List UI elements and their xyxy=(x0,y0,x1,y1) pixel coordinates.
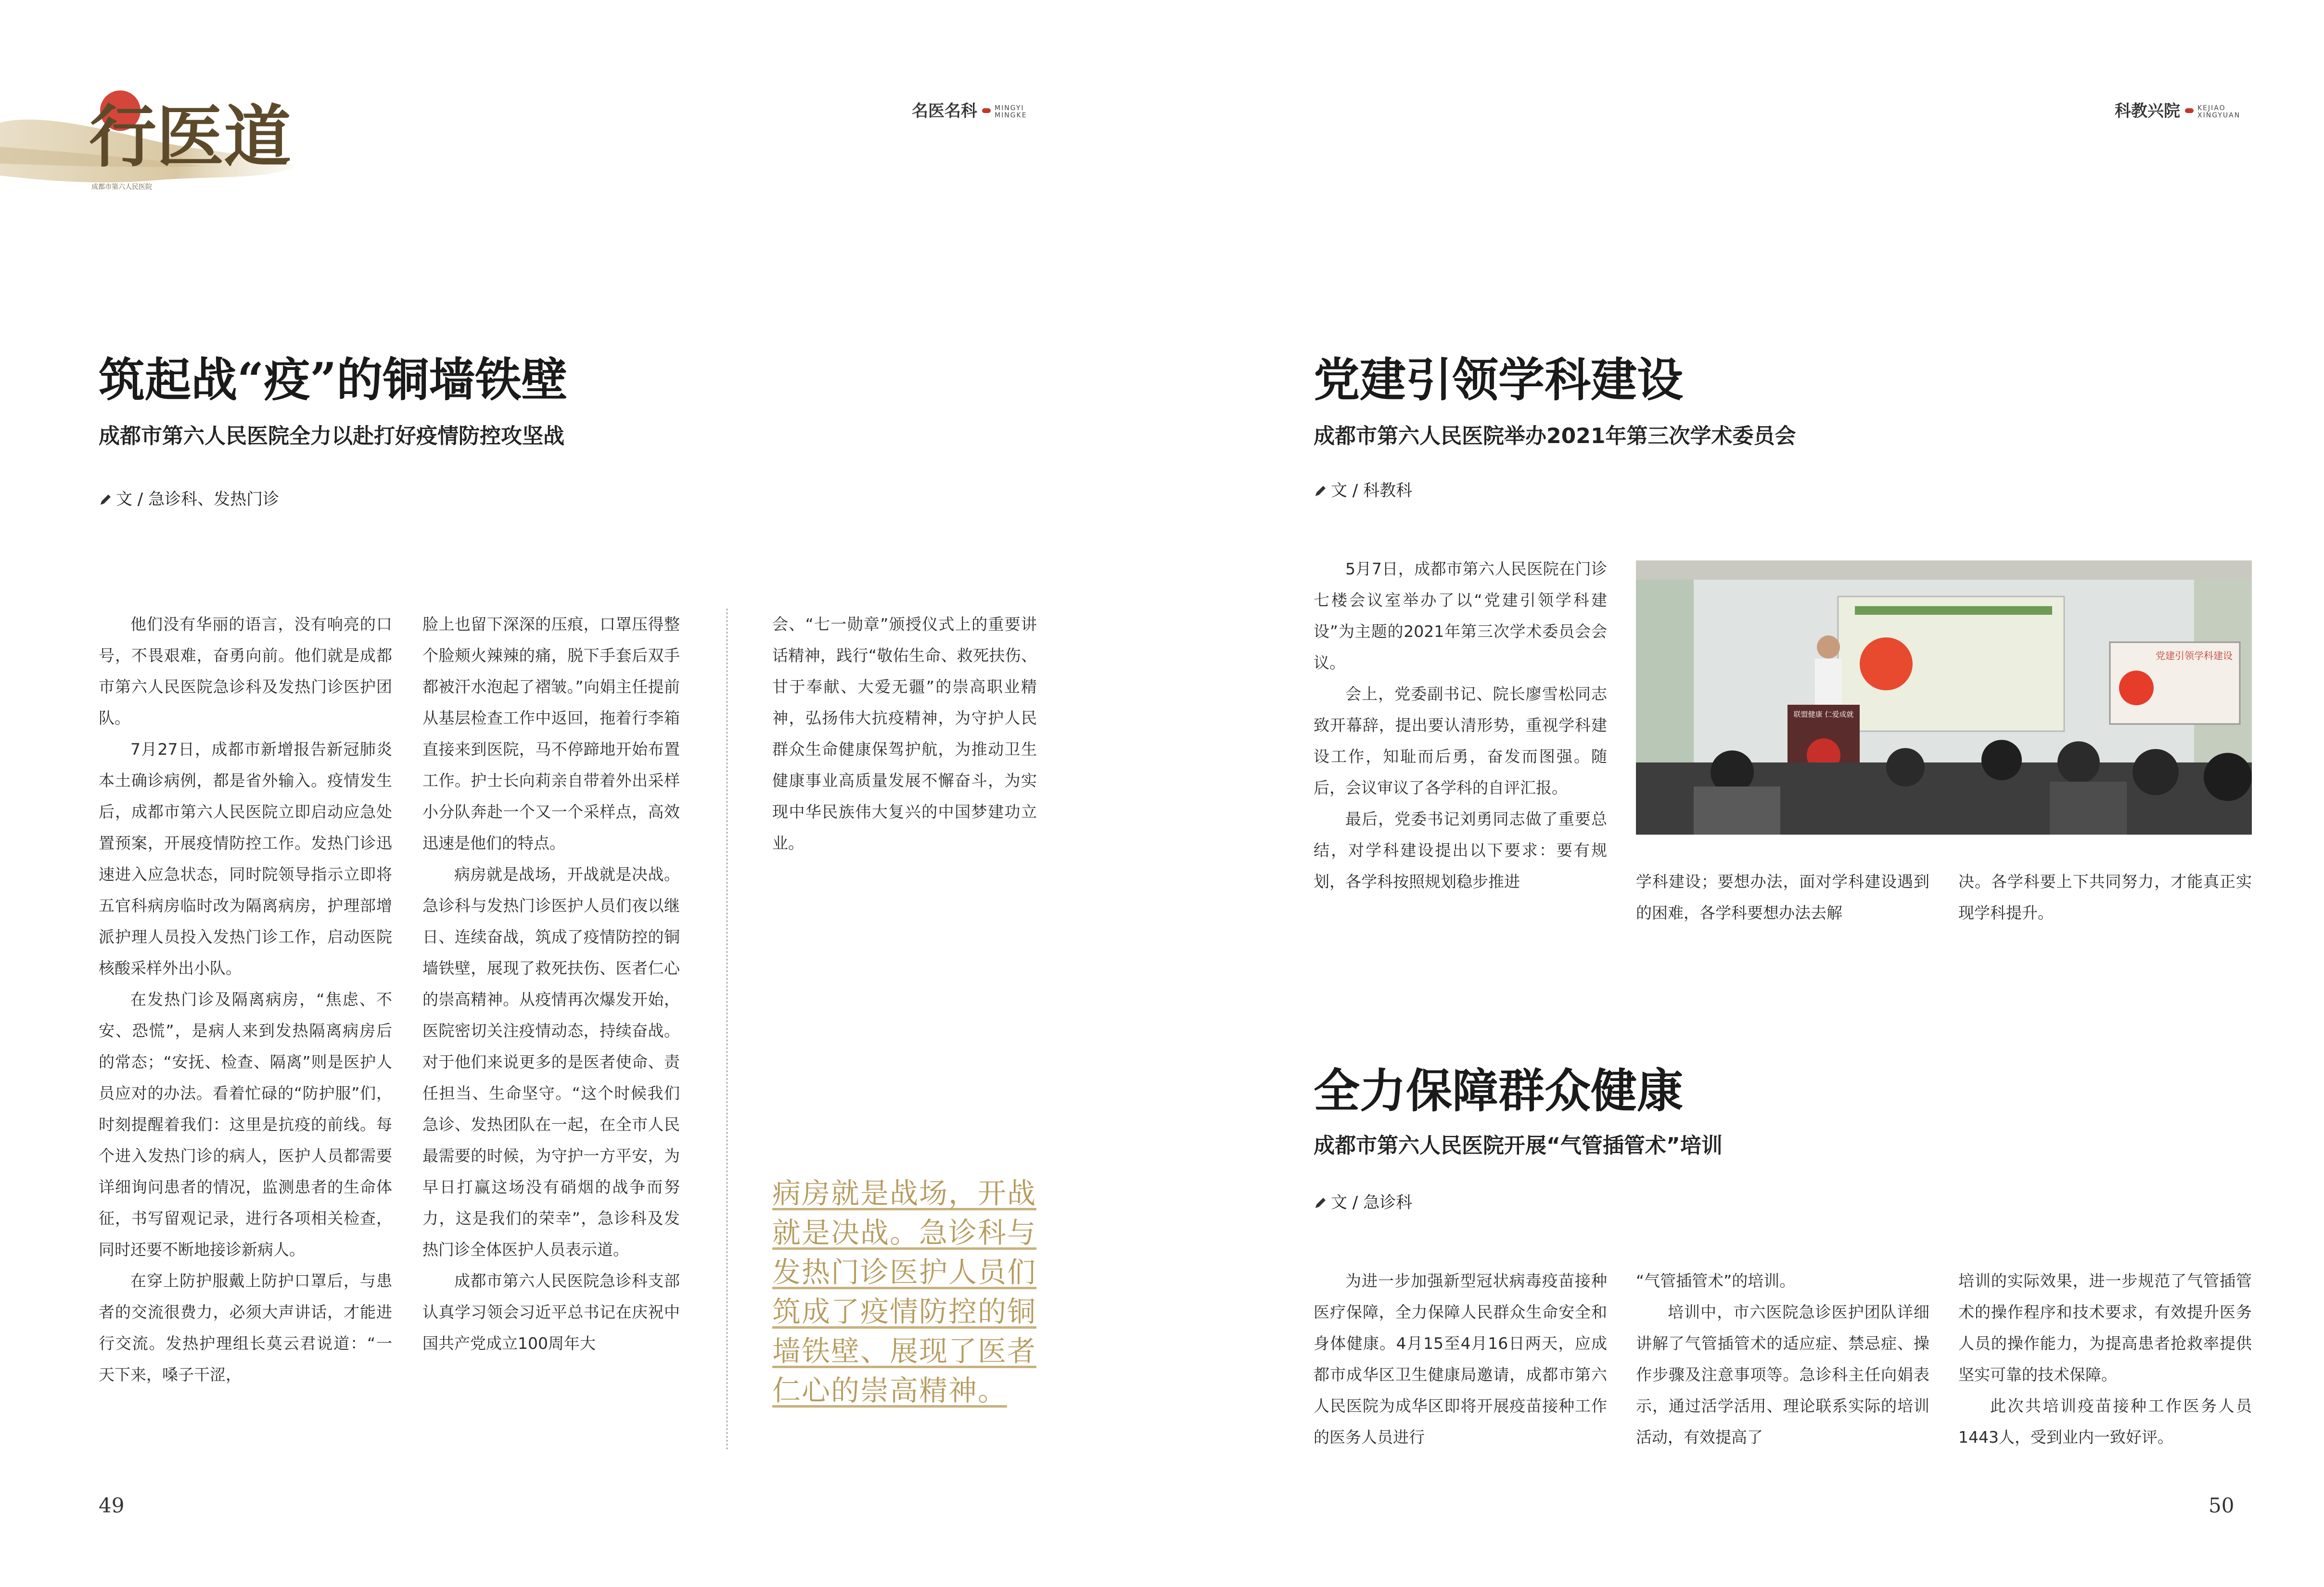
red-dot-icon xyxy=(982,108,991,113)
article1-byline: 文 / 急诊科、发热门诊 xyxy=(99,486,279,509)
article2-byline: 文 / 科教科 xyxy=(1314,477,1412,501)
photo-podium-text: 联盟健康 仁爱成就 xyxy=(1793,710,1854,719)
paragraph: 为进一步加强新型冠状病毒疫苗接种医疗保障，全力保障人民群众生命安全和身体健康。4月15至4月16日两天，应成都市成华区卫生健康局邀请，成都市第六人民医院为成华区即将开展疫苗接种工作的医务人员进行 xyxy=(1314,1271,1607,1447)
paragraph: 脸上也留下深深的压痕，口罩压得整个脸颊火辣辣的痛，脱下手套后双手都被汗水泡起了褶皱。”向娟主任提前从基层检查工作中返回，拖着行李箱直接来到医院，马不停蹄地开始布置工作。护士长向莉亲自带着外出采样小分队奔赴一个又一个采样点，高效迅速是他们的特点。 xyxy=(422,615,680,852)
logo-calligraphy: 行医道 xyxy=(89,98,292,177)
pen-icon xyxy=(99,492,113,507)
meeting-photo xyxy=(1636,560,2252,835)
article3-subtitle: 成都市第六人民医院开展“气管插管术”培训 xyxy=(1314,1133,1723,1158)
logo-subtext: 成都市第六人民医院 xyxy=(91,183,152,191)
paragraph: 培训的实际效果，进一步规范了气管插管术的操作程序和技术要求，有效提升医务人员的操作能力，为提高患者抢救率提供坚实可靠的技术保障。 xyxy=(1958,1271,2252,1384)
article1-column-1 xyxy=(99,609,392,1390)
paragraph: 最后，党委书记刘勇同志做了重要总结，对学科建设提出以下要求：要有规划，各学科按照规划稳步推进 xyxy=(1314,810,1607,891)
right-section-label: 科教兴院 xyxy=(2115,102,2180,121)
paragraph: 培训中，市六医院急诊医护团队详细讲解了气管插管术的适应症、禁忌症、操作步骤及注意事项等。急诊科主任向娟表示，通过活学活用、理论联系实际的培训活动，有效提高了 xyxy=(1636,1303,1929,1447)
article3-column-1 xyxy=(1314,1265,1607,1453)
left-section-tag xyxy=(912,98,1027,121)
photo-banner-text: 党建引领学科建设 xyxy=(2156,650,2233,661)
article1-column-2 xyxy=(422,609,680,1359)
column-divider xyxy=(726,609,728,1450)
pull-quote: 病房就是战场，开战就是决战。急诊科与发热门诊医护人员们筑成了疫情防控的铜墙铁壁、展现了医者仁心的崇高精神。 xyxy=(772,1177,1037,1407)
pen-icon xyxy=(1314,483,1328,498)
article3-column-3 xyxy=(1958,1265,2252,1453)
left-section-label: 名医名科 xyxy=(912,102,977,121)
article3-column-2 xyxy=(1636,1265,1929,1453)
article1-column-3 xyxy=(772,609,1037,859)
paragraph: 在发热门诊及隔离病房，“焦虑、不安、恐慌”，是病人来到发热隔离病房后的常态；“安抚、检查、隔离”则是医护人员应对的办法。看着忙碌的“防护服”们，时刻提醒着我们：这里是抗疫的前线。每个进入发热门诊的病人，医护人员都需要详细询问患者的情况，监测患者的生命体征，书写留观记录，进行各项相关检查，同时还要不断地接诊新病人。 xyxy=(99,990,392,1259)
pen-icon xyxy=(1314,1195,1328,1210)
article2-column-3 xyxy=(1958,866,2252,928)
article1-subtitle: 成都市第六人民医院全力以赴打好疫情防控攻坚战 xyxy=(99,424,564,448)
paragraph: 成都市第六人民医院急诊科支部认真学习领会习近平总书记在庆祝中国共产党成立100周年大 xyxy=(422,1271,680,1353)
paragraph: 7月27日，成都市新增报告新冠肺炎本土确诊病例，都是省外输入。疫情发生后，成都市第六人民医院立即启动应急处置预案，开展疫情防控工作。发热门诊迅速进入应急状态，同时院领导指示立即将五官科病房临时改为隔离病房，护理部增派护理人员投入发热门诊工作，启动医院核酸采样外出小队。 xyxy=(99,740,392,978)
meeting-photo-illustration xyxy=(1636,560,2252,835)
paragraph: 学科建设；要想办法，面对学科建设遇到的困难，各学科要想办法去解 xyxy=(1636,872,1929,922)
article2-title: 党建引领学科建设 xyxy=(1314,353,1683,407)
article2-column-1 xyxy=(1314,553,1607,897)
article1-title: 筑起战“疫”的铜墙铁壁 xyxy=(99,353,568,407)
paragraph: 5月7日，成都市第六人民医院在门诊七楼会议室举办了以“党建引领学科建设”为主题的2021年第三次学术委员会会议。 xyxy=(1314,559,1607,672)
paragraph: 他们没有华丽的语言，没有响亮的口号，不畏艰难，奋勇向前。他们就是成都市第六人民医院急诊科及发热门诊医护团队。 xyxy=(99,615,392,727)
paragraph: 会上，党委副书记、院长廖雪松同志致开幕辞，提出要认清形势，重视学科建设工作，知耻而后勇，奋发而图强。随后，会议审议了各学科的自评汇报。 xyxy=(1314,685,1607,797)
page-number-left: 49 xyxy=(99,1494,125,1517)
paragraph: 会、“七一勋章”颁授仪式上的重要讲话精神，践行“敬佑生命、救死扶伤、甘于奉献、大爱无疆”的崇高职业精神，弘扬伟大抗疫精神，为守护人民群众生命健康保驾护航，为推动卫生健康事业高质量发展不懈奋斗，为实现中华民族伟大复兴的中国梦建功立业。 xyxy=(772,615,1037,852)
paragraph: 在穿上防护服戴上防护口罩后，与患者的交流很费力，必须大声讲话，才能进行交流。发热护理组长莫云君说道：“一天下来，嗓子干涩， xyxy=(99,1271,392,1384)
red-dot-icon xyxy=(2185,108,2194,113)
paragraph: “气管插管术”的培训。 xyxy=(1636,1271,1796,1290)
article2-column-2 xyxy=(1636,866,1929,928)
article3-title: 全力保障群众健康 xyxy=(1314,1064,1683,1118)
paragraph: 决。各学科要上下共同努力，才能真正实现学科提升。 xyxy=(1958,872,2252,922)
left-section-pinyin: MINGYI MINGKE xyxy=(995,104,1027,119)
article2-subtitle: 成都市第六人民医院举办2021年第三次学术委员会 xyxy=(1314,424,1796,448)
paragraph: 病房就是战场，开战就是决战。急诊科与发热门诊医护人员们夜以继日、连续奋战，筑成了疫情防控的铜墙铁壁，展现了救死扶伤、医者仁心的崇高精神。从疫情再次爆发开始，医院密切关注疫情动态，持续奋战。对于他们来说更多的是医者使命、责任担当、生命坚守。“这个时候我们急诊、发热团队在一起，在全市人民最需要的时候，为守护一方平安，为早日打赢这场没有硝烟的战争而努力，这是我们的荣幸”，急诊科及发热门诊全体医护人员表示道。 xyxy=(422,865,680,1259)
right-section-pinyin: KEJIAO XINGYUAN xyxy=(2197,104,2241,119)
paragraph: 此次共培训疫苗接种工作医务人员1443人，受到业内一致好评。 xyxy=(1958,1397,2252,1447)
article3-byline: 文 / 急诊科 xyxy=(1314,1189,1412,1213)
page-number-right: 50 xyxy=(2209,1494,2235,1517)
right-section-tag xyxy=(2115,98,2240,121)
